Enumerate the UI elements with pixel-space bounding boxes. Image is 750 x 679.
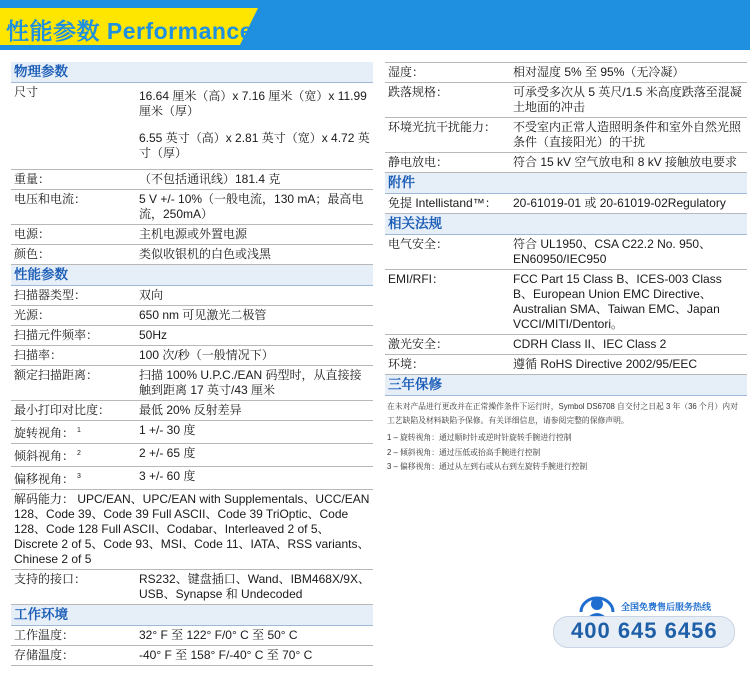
spec-label (11, 366, 137, 400)
spec-value: 1 +/- 30 度 (139, 423, 196, 437)
spec-label: 颜色： (14, 247, 51, 261)
hotline-number: 400 645 6456 (571, 618, 718, 643)
spec-value: 双向 (139, 288, 164, 302)
page-title: 性能参数 Performance (6, 18, 254, 44)
spec-value: 3 +/- 60 度 (139, 469, 196, 483)
spec-row (385, 270, 747, 335)
spec-value: RS232、键盘插口、Wand、IBM468X/9X、USB、Synapse 和 Undecoded (139, 572, 370, 601)
hotline-caption: 全国免费售后服务热线 (621, 602, 712, 612)
spec-row-weight (11, 170, 373, 190)
spec-label (11, 421, 137, 443)
spec-label: 存储温度： (14, 648, 75, 662)
spec-label-text: 额定扫描距离： (14, 368, 99, 382)
spec-value: 5 V +/- 10%（一般电流，130 mA；最高电流，250mA） (139, 192, 364, 221)
spec-label (385, 83, 511, 117)
spec-label-text: 扫描器类型： (14, 288, 87, 302)
spec-label (11, 306, 137, 325)
spec-label-text: 旋转视角： (14, 426, 75, 440)
footnote: 3 – 偏移视角：通过从左到右或从右到左旋转手腕进行控制 (387, 462, 588, 471)
page-header (0, 0, 750, 50)
spec-value: FCC Part 15 Class B、ICES-003 Class B、European Union EMC Directive、Australian SMA、Taiwan EMC、Japan VCCI/MITI/Dentori。 (513, 272, 722, 331)
spec-row (11, 346, 373, 366)
spec-label: 尺寸 (14, 85, 39, 99)
spec-value: 32° F 至 122° F/0° C 至 50° C (139, 628, 298, 642)
spec-row (11, 306, 373, 326)
spec-label-text: 湿度： (388, 65, 425, 79)
spec-row-intellistand (385, 194, 747, 214)
spec-row (385, 335, 747, 355)
footnote-ref: 3 (77, 473, 81, 480)
spec-value: 650 nm 可见激光二极管 (139, 308, 267, 322)
footnote-ref: 1 (77, 427, 81, 434)
spec-value: 2 +/- 65 度 (139, 446, 196, 460)
spec-value: 主机电源或外置电源 (139, 227, 248, 241)
footnote-ref: 2 (77, 450, 81, 457)
spec-row (385, 63, 747, 83)
spec-row-interface (11, 570, 373, 605)
spec-label (385, 153, 511, 172)
spec-row (11, 421, 373, 444)
spec-label: 重量： (14, 172, 51, 186)
spec-label-text: EMI/RFI： (388, 272, 444, 286)
section-performance: 性能参数 (11, 265, 373, 286)
spec-label-text: 倾斜视角： (14, 449, 75, 463)
spec-row (11, 444, 373, 467)
spec-label-text: 环境： (388, 357, 425, 371)
spec-label-text: 电气安全： (388, 237, 449, 251)
spec-value: 符合 15 kV 空气放电和 8 kV 接触放电要求 (513, 155, 738, 169)
spec-value: 100 次/秒（一般情况下） (139, 348, 274, 362)
spec-label (11, 326, 137, 345)
spec-row (385, 235, 747, 270)
spec-row-size (11, 83, 373, 170)
spec-row-store-temp (11, 646, 373, 666)
spec-row (11, 467, 373, 490)
spec-label-text: 光源： (14, 308, 51, 322)
spec-row (385, 355, 747, 375)
section-environment: 工作环境 (11, 605, 373, 626)
right-column (385, 62, 747, 478)
warranty-note: 在未对产品进行更改并在正常操作条件下运行时，Symbol DS6708 自交付之日起 3 年（36 个月）内对工艺缺陷及材料缺陷予保修。有关详细信息，请参阅完整的保修声明。 (387, 402, 738, 425)
spec-value: 符合 UL1950、CSA C22.2 No. 950、EN60950/IEC950 (513, 237, 712, 266)
spec-value: 50Hz (139, 328, 168, 342)
spec-row-power (11, 225, 373, 245)
spec-value: 不受室内正常人造照明条件和室外自然光照条件（直接阳光）的干扰 (513, 120, 742, 149)
spec-label (385, 335, 511, 354)
regulatory-rows (385, 235, 747, 375)
spec-label: 工作温度： (14, 628, 75, 642)
spec-label-text: 偏移视角： (14, 472, 75, 486)
environment-rows (385, 62, 747, 173)
spec-row-color (11, 245, 373, 265)
spec-label-text: 激光安全： (388, 337, 449, 351)
spec-label (385, 63, 511, 82)
section-accessories: 附件 (385, 173, 747, 194)
spec-label-text: 环境光抗干扰能力： (388, 120, 497, 134)
section-regulatory: 相关法规 (385, 214, 747, 235)
spec-value: 16.64 厘米（高）x 7.16 厘米（宽）x 11.99 厘米（厚） (139, 89, 367, 118)
spec-label-text: 跌落规格： (388, 85, 449, 99)
spec-label-text: 最小打印对比度： (14, 403, 111, 417)
spec-label: 电压和电流： (14, 192, 87, 206)
spec-value: 扫描 100% U.P.C./EAN 码型时，从直接接触到距离 17 英寸/43 厘米 (139, 368, 362, 397)
spec-value: 20-61019-01 或 20-61019-02Regulatory (513, 196, 726, 210)
spec-label (11, 286, 137, 305)
footnote: 2 – 倾斜视角：通过压低或抬高手腕进行控制 (387, 447, 541, 457)
spec-row (385, 83, 747, 118)
spec-row (11, 326, 373, 346)
spec-label (11, 346, 137, 365)
spec-row (11, 401, 373, 421)
spec-label: 免提 Intellistand™： (388, 196, 497, 210)
spec-row (11, 366, 373, 401)
service-hotline (553, 590, 738, 660)
spec-label-text: 静电放电： (388, 155, 449, 169)
footnote: 1 – 旋转视角：通过顺时针或逆时针旋转手腕进行控制 (387, 433, 572, 442)
spec-row (385, 118, 747, 153)
left-column (11, 62, 373, 666)
spec-value: 可承受多次从 5 英尺/1.5 米高度跌落至混凝土地面的冲击 (513, 85, 742, 114)
spec-value: 遵循 RoHS Directive 2002/95/EEC (513, 357, 698, 371)
spec-label (385, 235, 511, 269)
spec-label (385, 355, 511, 374)
spec-label (11, 401, 137, 420)
spec-value: （不包括通讯线）181.4 克 (139, 172, 281, 186)
spec-row-op-temp (11, 626, 373, 646)
section-physical: 物理参数 (11, 62, 373, 83)
performance-rows (11, 286, 373, 490)
spec-label (385, 118, 511, 152)
spec-row-decode: 解码能力： UPC/EAN、UPC/EAN with Supplementals、UCC/EAN 128、Code 39、Code 39 Full ASCII、Code 39 TriOptic、Code 128、Code 128 Full ASCII、Codabar、Interleaved 2 of 5、Discrete 2 of 5、Code 93、MSI、Code 11、IATA、RSS variants、Chinese 2 of 5 (11, 490, 373, 570)
footnotes (385, 428, 747, 478)
spec-row (11, 286, 373, 306)
spec-label-text: 扫描率： (14, 348, 63, 362)
spec-label (11, 467, 137, 489)
spec-row-voltage (11, 190, 373, 225)
spec-row (385, 153, 747, 173)
spec-value: CDRH Class II、IEC Class 2 (513, 337, 667, 351)
spec-value: 最低 20% 反射差异 (139, 403, 242, 417)
spec-label-text: 扫描元件频率： (14, 328, 99, 342)
spec-value: -40° F 至 158° F/-40° C 至 70° C (139, 648, 313, 662)
spec-label (385, 270, 511, 334)
spec-value: 6.55 英寸（高）x 2.81 英寸（宽）x 4.72 英寸（厚） (139, 131, 370, 160)
spec-label: 电源： (14, 227, 51, 241)
section-warranty: 三年保修 (385, 375, 747, 396)
spec-value: 相对湿度 5% 至 95%（无冷凝） (513, 65, 685, 79)
spec-value: 类似收银机的白色或浅黑 (139, 247, 272, 261)
spec-label (11, 444, 137, 466)
spec-label: 支持的接口： (14, 572, 87, 586)
